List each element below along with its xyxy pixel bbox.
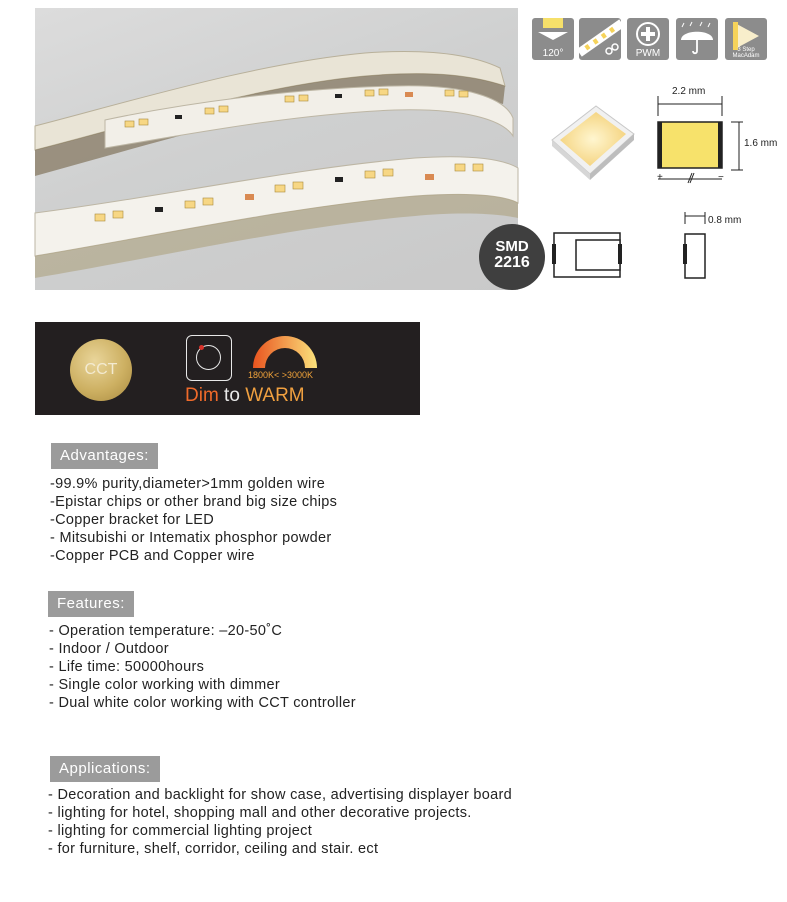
chip-minus-sign: −	[718, 172, 724, 183]
smd-badge	[479, 224, 545, 290]
list-item: - Operation temperature: –20-50˚C	[49, 623, 283, 639]
list-item: - Mitsubishi or Intematix phosphor powder	[50, 530, 332, 546]
pwm-label: PWM	[635, 48, 661, 59]
product-photo	[35, 8, 530, 290]
chip-plus-sign: +	[657, 172, 663, 183]
applications-list	[48, 786, 512, 858]
cct-range-label: 1800K< >3000K	[248, 370, 314, 380]
list-item: -Copper PCB and Copper wire	[50, 548, 255, 564]
dim-to-warm-label	[185, 385, 305, 407]
advantages-list	[50, 475, 337, 565]
advantages-heading: Advantages:	[51, 443, 158, 469]
chip-width-label: 2.2 mm	[672, 86, 706, 97]
warm-word: WARM	[245, 385, 305, 406]
dim-word: Dim	[185, 385, 219, 406]
warm-arc-icon	[249, 330, 321, 370]
list-item: - Indoor / Outdoor	[49, 641, 169, 657]
features-heading: Features:	[48, 591, 134, 617]
cuttable-icon	[579, 18, 621, 60]
list-item: - for furniture, shelf, corridor, ceiling and stair. ect	[48, 841, 379, 857]
chip-height-label: 1.6 mm	[744, 138, 778, 149]
cct-banner	[35, 322, 420, 415]
list-item: - lighting for hotel, shopping mall and other decorative projects.	[48, 805, 472, 821]
features-list	[49, 622, 356, 712]
applications-heading: Applications:	[50, 756, 160, 782]
dimmer-knob-icon	[186, 335, 232, 381]
list-item: - Decoration and backlight for show case, advertising displayer board	[48, 787, 512, 803]
cct-badge: CCT	[70, 339, 132, 401]
list-item: -Copper bracket for LED	[50, 512, 215, 528]
step-macadam-label: 3 Step MacAdam	[732, 47, 760, 59]
list-item: - lighting for commercial lighting project	[48, 823, 313, 839]
list-item: - Life time: 50000hours	[49, 659, 205, 675]
chip-3d-view	[548, 100, 638, 186]
beam-angle-label: 120°	[542, 48, 564, 59]
led-strip-illustration	[35, 8, 518, 290]
chip-height-bracket	[731, 120, 745, 174]
chip-depth-label: 0.8 mm	[708, 215, 742, 226]
step-macadam-icon	[725, 18, 767, 60]
pwm-icon	[627, 18, 669, 60]
smd-badge-line1: SMD	[495, 238, 529, 255]
list-item: - Dual white color working with CCT controller	[49, 695, 356, 711]
chip-side-view	[550, 230, 624, 280]
dimmer-indicator-dot	[199, 345, 204, 350]
chip-end-view	[682, 212, 708, 282]
list-item: - Single color working with dimmer	[49, 677, 280, 693]
to-word: to	[218, 385, 246, 406]
list-item: -Epistar chips or other brand big size chips	[50, 494, 338, 510]
waterproof-icon	[676, 18, 718, 60]
list-item: -99.9% purity,diameter>1mm golden wire	[50, 476, 326, 492]
beam-angle-icon	[532, 18, 574, 60]
smd-badge-line2: 2216	[494, 253, 530, 271]
